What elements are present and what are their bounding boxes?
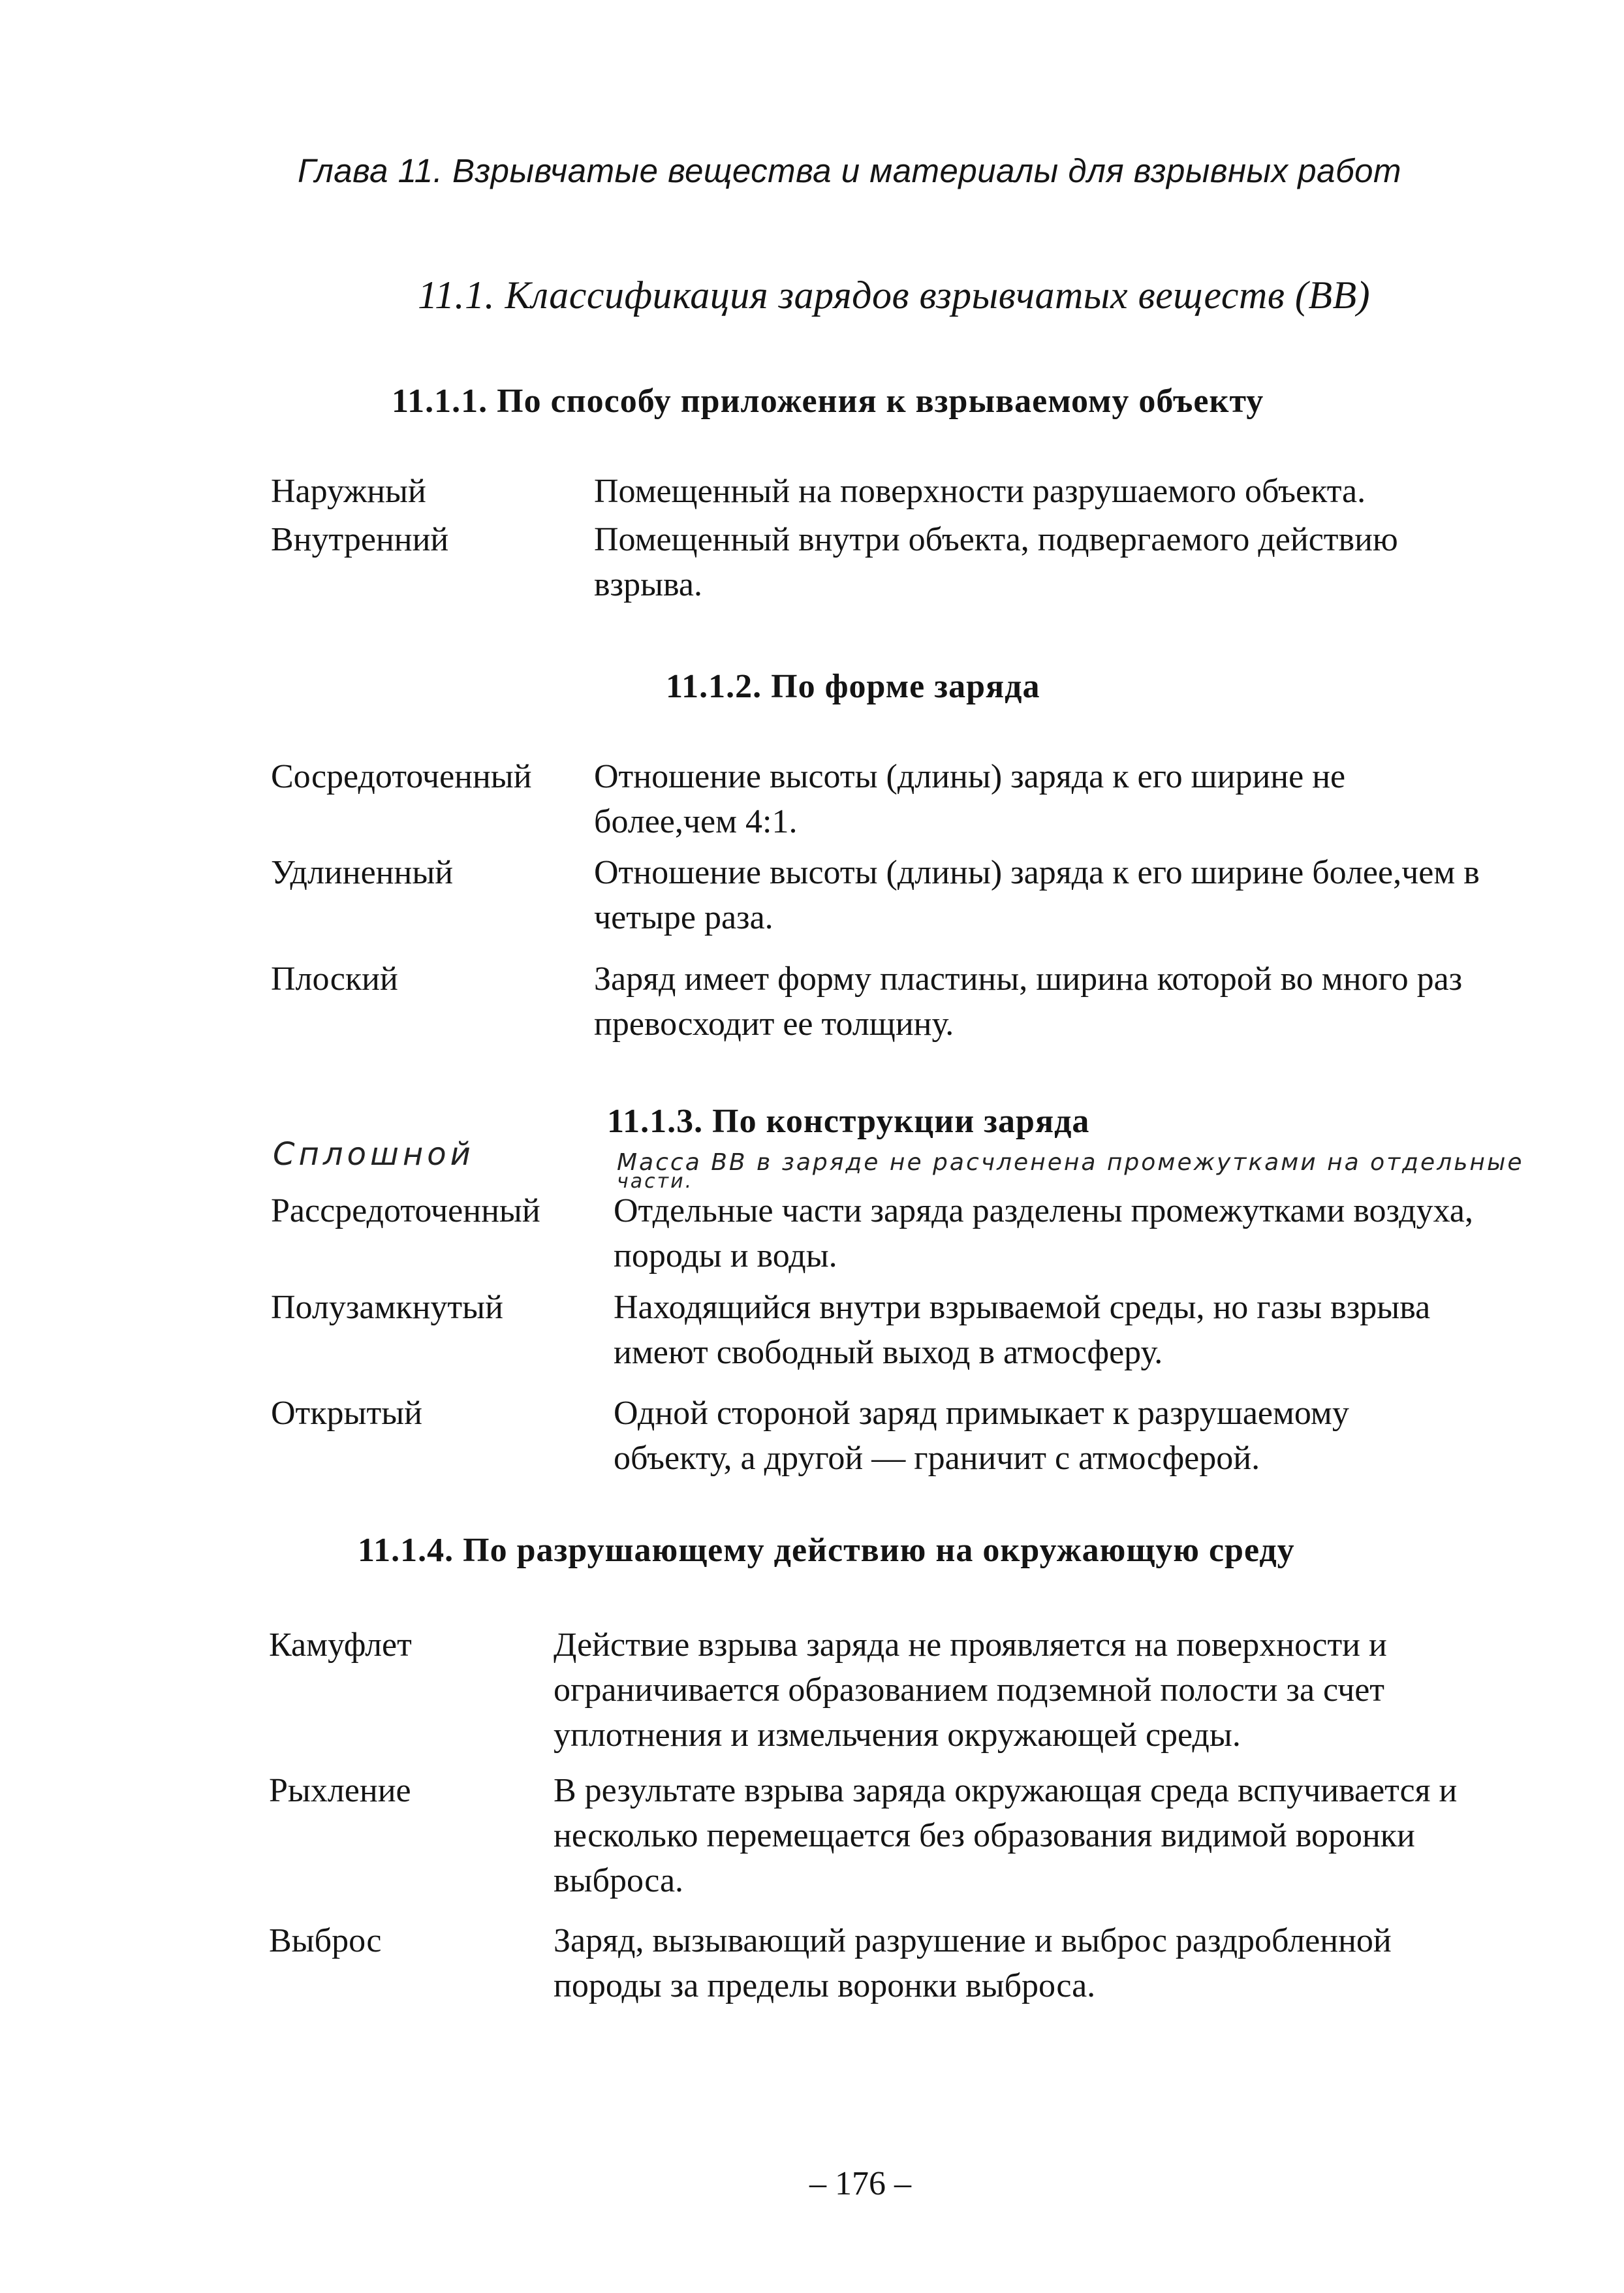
- section-heading-11-1-3: 11.1.3. По конструкции заряда: [607, 1103, 1090, 1140]
- section-title: 11.1. Классификация зарядов взрывчатых веществ (ВВ): [418, 274, 1371, 317]
- definition-sosredotochenny: Отношение высоты (длины) заряда к его ширине не более,чем 4:1.: [594, 758, 1346, 840]
- term-ploskiy: Плоский: [271, 960, 398, 998]
- definition-otkryty: Одной стороной заряд примыкает к разрушаемому объекту, а другой — граничит с атмосферой.: [614, 1395, 1349, 1477]
- chapter-title: Глава 11. Взрывчатые вещества и материалы для взрывных работ: [298, 152, 1401, 189]
- definition-vybros: Заряд, вызывающий разрушение и выброс раздробленной породы за пределы воронки выброса.: [554, 1922, 1392, 2004]
- definition-ploskiy: Заряд имеет форму пластины, ширина которой во много раз превосходит ее толщину.: [594, 960, 1463, 1043]
- definition-poluzamknuty: Находящийся внутри взрываемой среды, но газы взрыва имеют свободный выход в атмосферу.: [614, 1289, 1431, 1371]
- term-kamuflet: Камуфлет: [269, 1626, 412, 1664]
- page-number: – 176 –: [809, 2165, 911, 2202]
- handwritten-definition-line-2: части.: [617, 1170, 694, 1193]
- term-udlinenny: Удлиненный: [271, 854, 454, 891]
- term-vybros: Выброс: [269, 1922, 382, 1959]
- definition-udlinenny: Отношение высоты (длины) заряда к его ширине более,чем в четыре раза.: [594, 854, 1480, 936]
- section-heading-11-1-1: 11.1.1. По способу приложения к взрываемому объекту: [392, 383, 1264, 420]
- term-rassredotochenny: Рассредоточенный: [271, 1192, 540, 1229]
- definition-rassredotochenny: Отдельные части заряда разделены промежутками воздуха, породы и воды.: [614, 1192, 1474, 1274]
- section-heading-11-1-4: 11.1.4. По разрушающему действию на окружающую среду: [358, 1532, 1295, 1569]
- term-vnutrenny: Внутренний: [271, 521, 449, 558]
- definition-vnutrenny: Помещенный внутри объекта, подвергаемого действию взрыва.: [594, 521, 1398, 603]
- handwritten-term-sploshnoy: Сплошной: [273, 1136, 475, 1173]
- definition-kamuflet: Действие взрыва заряда не проявляется на поверхности и ограничивается образованием подземной полости за счет уплотнения и измельчения окружающей среды.: [554, 1626, 1387, 1754]
- term-otkryty: Открытый: [271, 1395, 422, 1432]
- term-naruzhny: Наружный: [271, 473, 426, 510]
- handwritten-definition-line-1: Масса ВВ в заряде не расчленена промежутками на отдельные: [617, 1149, 1524, 1176]
- definition-naruzhny: Помещенный на поверхности разрушаемого объекта.: [594, 473, 1366, 510]
- section-heading-11-1-2: 11.1.2. По форме заряда: [666, 668, 1040, 705]
- term-sosredotochenny: Сосредоточенный: [271, 758, 532, 795]
- definition-rykhlenie: В результате взрыва заряда окружающая среда вспучивается и несколько перемещается без образования видимой воронки выброса.: [554, 1772, 1458, 1899]
- term-poluzamknuty: Полузамкнутый: [271, 1289, 503, 1326]
- term-rykhlenie: Рыхление: [269, 1772, 411, 1809]
